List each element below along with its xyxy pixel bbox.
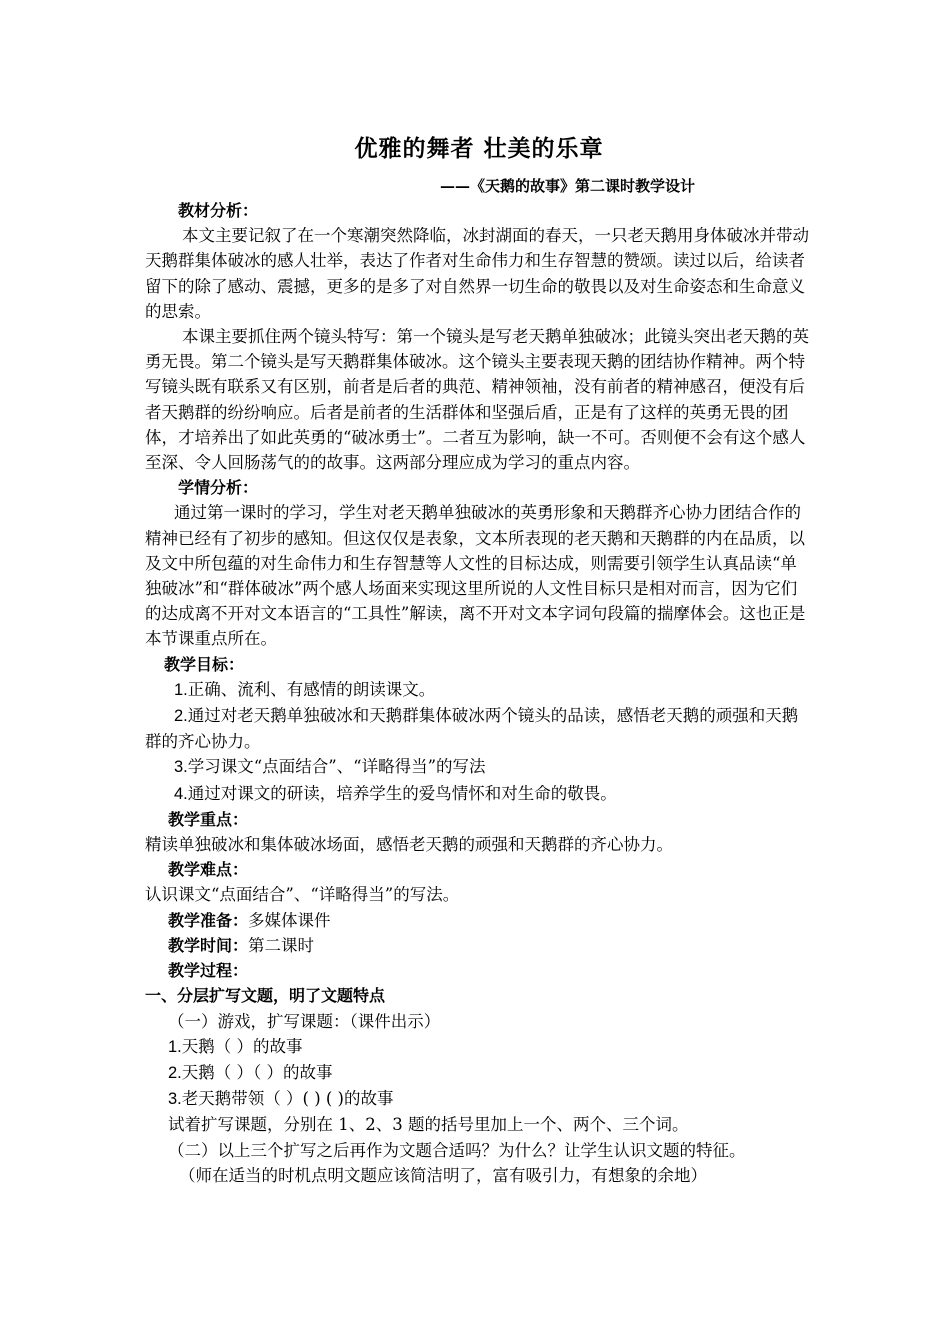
goal-item-3 [145,754,811,780]
goal-item-number: 3. [174,758,188,777]
document-subtitle: ——《天鹅的故事》第二课时教学设计 [440,177,696,195]
fill-item-text: 老天鹅带领（ ）( ) ( )的故事 [181,1089,394,1109]
line-shijian [145,933,811,958]
paragraph-nandian: 认识课文“点面结合”、“详略得当”的写法。 [145,885,460,905]
goal-item-number: 1. [174,680,188,699]
goal-item-text: 学习课文“点面结合”、“详略得当”的写法 [187,757,486,777]
goal-item-1 [145,677,811,703]
goal-item-text: 正确、流利、有感情的朗读课文。 [187,679,436,699]
goal-item-number: 4. [174,784,188,803]
document-title: 优雅的舞者 壮美的乐章 [354,136,604,162]
value-zhunbei: 多媒体课件 [248,910,331,930]
substep-1: （一）游戏，扩写课题：（课件出示） [168,1011,441,1031]
heading-zhongdian: 教学重点： [168,809,249,829]
line-zhunbei [145,908,811,933]
fill-item-text: 天鹅（ ）（ ）的故事 [181,1062,333,1082]
try-instruction: 试着扩写课题，分别在 1、2、3 题的括号里加上一个、两个、三个词。 [168,1115,689,1135]
paragraph-jiaocai-2: 本课主要抓住两个镜头特写：第一个镜头是写老天鹅单独破冰；此镜头突出老天鹅的英勇无畏。第二个镜头是写天鹅群集体破冰。这个镜头主要表现天鹅的团结协作精神。两个特写镜头既有联系又有区别，前者是后者的典范、精神领袖，没有前者的精神感召，便没有后者天鹅群的纷纷响应。后者是前者的生活群体和坚强后盾，正是有了这样的英勇无畏的团体，才培养出了如此英勇的“破冰勇士”。二者互为影响，缺一不可。否则便不会有这个感人至深、令人回肠荡气的的故事。这两部分理应成为学习的重点内容。 [145,327,809,473]
step-1-heading: 一、分层扩写文题，明了文题特点 [145,986,386,1006]
value-shijian: 第二课时 [248,935,315,955]
fill-item-number: 3. [168,1090,182,1109]
heading-mubiao: 教学目标： [164,654,245,674]
paragraph-jiaocai-1: 本文主要记叙了在一个寒潮突然降临，冰封湖面的春天，一只老天鹅用身体破冰并带动天鹅群集体破冰的感人壮举，表达了作者对生命伟力和生存智慧的赞颂。读过以后，给读者留下的除了感动、震撼，更多的是多了对自然界一切生命的敬畏以及对生命姿态和生命意义的思索。 [145,226,809,321]
heading-zhunbei: 教学准备： [168,910,249,930]
paragraph-zhongdian: 精读单独破冰和集体破冰场面，感悟老天鹅的顽强和天鹅群的齐心协力。 [145,835,673,855]
heading-guocheng: 教学过程： [168,961,249,981]
fill-item-number: 2. [168,1063,182,1082]
paragraph-xueqing-1: 通过第一课时的学习，学生对老天鹅单独破冰的英勇形象和天鹅群齐心协力团结合作的精神已经有了初步的感知。但这仅仅是表象，文本所表现的老天鹅和天鹅群的内在品质，以及文中所包蕴的对生命伟力和生存智慧等人文性的目标达成，则需要引领学生认真品读“单独破冰”和“群体破冰”两个感人场面来实现这里所说的人文性目标只是相对而言，因为它们的达成离不开对文本语言的“工具性”解读，离不开对文本字词句段篇的揣摩体会。这也正是本节课重点所在。 [145,503,806,649]
fill-item-1 [145,1034,811,1060]
goal-item-text: 通过对课文的研读，培养学生的爱鸟情怀和对生命的敬畏。 [187,783,617,803]
heading-jiaocai: 教材分析： [178,201,259,220]
heading-xueqing: 学情分析： [178,478,259,498]
heading-shijian: 教学时间： [168,935,249,955]
document-body [145,198,811,1188]
fill-item-2 [145,1060,811,1086]
fill-item-number: 1. [168,1037,182,1056]
goal-item-4 [145,781,811,807]
fill-item-text: 天鹅（ ）的故事 [181,1036,303,1056]
fill-item-3 [145,1086,811,1112]
goal-item-text: 通过对老天鹅单独破冰和天鹅群集体破冰两个镜头的品读，感悟老天鹅的顽强和天鹅群的齐心协力。 [145,706,799,752]
substep-2: （二）以上三个扩写之后再作为文题合适吗？为什么？让学生认识文题的特征。 [168,1140,746,1160]
heading-nandian: 教学难点： [168,860,249,880]
teacher-note: （师在适当的时机点明文题应该简洁明了，富有吸引力，有想象的余地） [179,1165,707,1185]
goal-item-2 [145,703,811,754]
goal-item-number: 2. [174,707,188,726]
